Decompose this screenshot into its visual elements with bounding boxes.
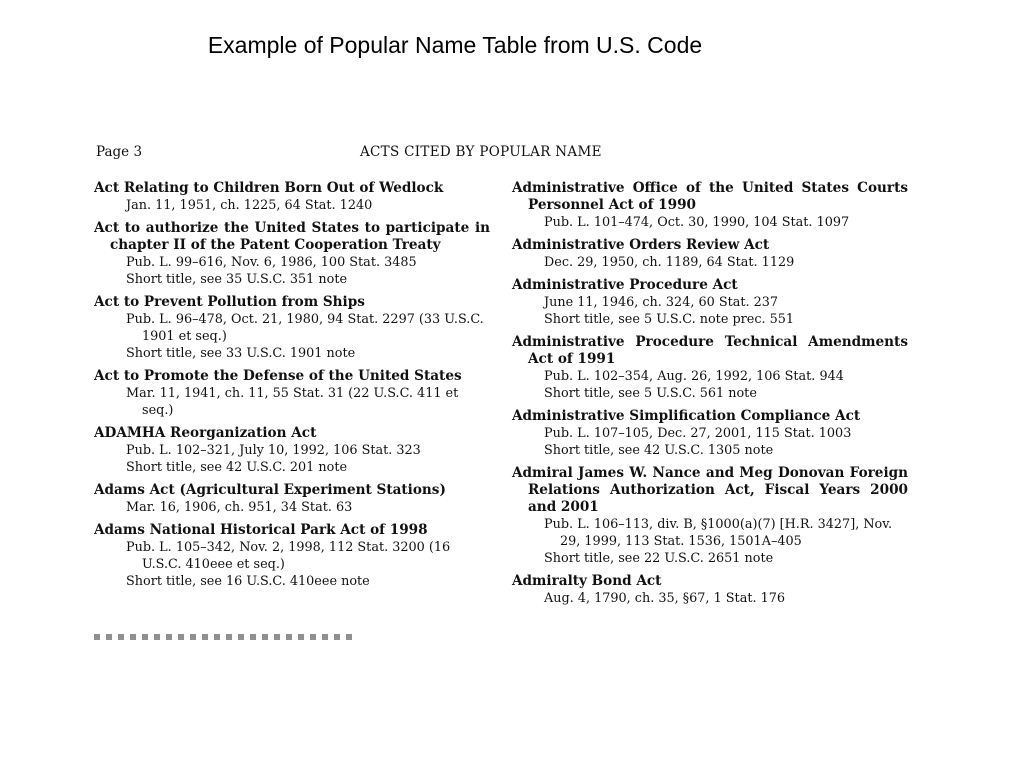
act-name: Admiral James W. Nance and Meg Donovan Foreign Relations Authorization Act, Fiscal Years 2000 and 2001 <box>512 465 908 515</box>
left-column <box>94 180 490 596</box>
citation-line: Pub. L. 102–321, July 10, 1992, 106 Stat. 323 <box>126 443 421 458</box>
citation-line: Jan. 11, 1951, ch. 1225, 64 Stat. 1240 <box>126 198 373 213</box>
short-title-line: Short title, see 33 U.S.C. 1901 note <box>126 346 356 361</box>
act-name: Administrative Office of the United States Courts Personnel Act of 1990 <box>512 180 908 213</box>
act-entry <box>94 220 490 288</box>
document-scan <box>94 140 910 640</box>
act-entry <box>512 408 908 459</box>
citation-line: Pub. L. 101–474, Oct. 30, 1990, 104 Stat. 1097 <box>544 215 850 230</box>
slide-title: Example of Popular Name Table from U.S. Code <box>207 32 703 58</box>
act-entry <box>94 368 490 419</box>
act-name: Act Relating to Children Born Out of Wedlock <box>94 180 444 196</box>
page-header <box>94 140 910 164</box>
act-name: Adams Act (Agricultural Experiment Stations) <box>94 482 446 498</box>
act-name: Act to Promote the Defense of the United States <box>94 368 462 384</box>
act-name: ADAMHA Reorganization Act <box>94 425 317 441</box>
short-title-line: Short title, see 42 U.S.C. 201 note <box>126 460 348 475</box>
act-name: Administrative Simplification Compliance Act <box>512 408 861 424</box>
citation-line: Mar. 11, 1941, ch. 11, 55 Stat. 31 (22 U.S.C. 411 et seq.) <box>126 386 459 418</box>
short-title-line: Short title, see 5 U.S.C. note prec. 551 <box>544 312 795 327</box>
citation-line: Mar. 16, 1906, ch. 951, 34 Stat. 63 <box>126 500 353 515</box>
act-name: Act to authorize the United States to participate in chapter II of the Patent Cooperation Treaty <box>94 220 490 253</box>
act-entry <box>512 573 908 607</box>
act-entry <box>94 294 490 362</box>
act-entry <box>512 277 908 328</box>
citation-line: Aug. 4, 1790, ch. 35, §67, 1 Stat. 176 <box>544 591 786 606</box>
act-name: Administrative Orders Review Act <box>512 237 770 253</box>
act-entry <box>512 237 908 271</box>
citation-line: June 11, 1946, ch. 324, 60 Stat. 237 <box>544 295 779 310</box>
act-name: Administrative Procedure Act <box>512 277 738 293</box>
citation-line: Pub. L. 106–113, div. B, §1000(a)(7) [H.R. 3427], Nov. 29, 1999, 113 Stat. 1536, 1501A–405 <box>544 517 893 549</box>
act-name: Admiralty Bond Act <box>512 573 662 589</box>
citation-line: Pub. L. 99–616, Nov. 6, 1986, 100 Stat. 3485 <box>126 255 417 270</box>
citation-line: Pub. L. 107–105, Dec. 27, 2001, 115 Stat. 1003 <box>544 426 852 441</box>
act-entry <box>94 522 490 590</box>
short-title-line: Short title, see 5 U.S.C. 561 note <box>544 386 757 401</box>
act-entry <box>512 334 908 402</box>
page-number: Page 3 <box>96 144 143 160</box>
short-title-line: Short title, see 35 U.S.C. 351 note <box>126 272 348 287</box>
citation-line: Pub. L. 105–342, Nov. 2, 1998, 112 Stat. 3200 (16 U.S.C. 410eee et seq.) <box>126 540 451 572</box>
cropped-text-edge <box>94 634 354 640</box>
act-entry <box>512 465 908 567</box>
act-name: Adams National Historical Park Act of 1998 <box>94 522 428 538</box>
running-heading: ACTS CITED BY POPULAR NAME <box>360 144 602 160</box>
short-title-line: Short title, see 22 U.S.C. 2651 note <box>544 551 774 566</box>
short-title-line: Short title, see 42 U.S.C. 1305 note <box>544 443 774 458</box>
citation-line: Pub. L. 96–478, Oct. 21, 1980, 94 Stat. 2297 (33 U.S.C. 1901 et seq.) <box>126 312 484 344</box>
act-entry <box>94 180 490 214</box>
act-name: Act to Prevent Pollution from Ships <box>94 294 365 310</box>
act-entry <box>94 425 490 476</box>
short-title-line: Short title, see 16 U.S.C. 410eee note <box>126 574 370 589</box>
act-name: Administrative Procedure Technical Amendments Act of 1991 <box>512 334 908 367</box>
citation-line: Dec. 29, 1950, ch. 1189, 64 Stat. 1129 <box>544 255 795 270</box>
right-column <box>512 180 908 613</box>
act-entry <box>94 482 490 516</box>
citation-line: Pub. L. 102–354, Aug. 26, 1992, 106 Stat. 944 <box>544 369 844 384</box>
act-entry <box>512 180 908 231</box>
